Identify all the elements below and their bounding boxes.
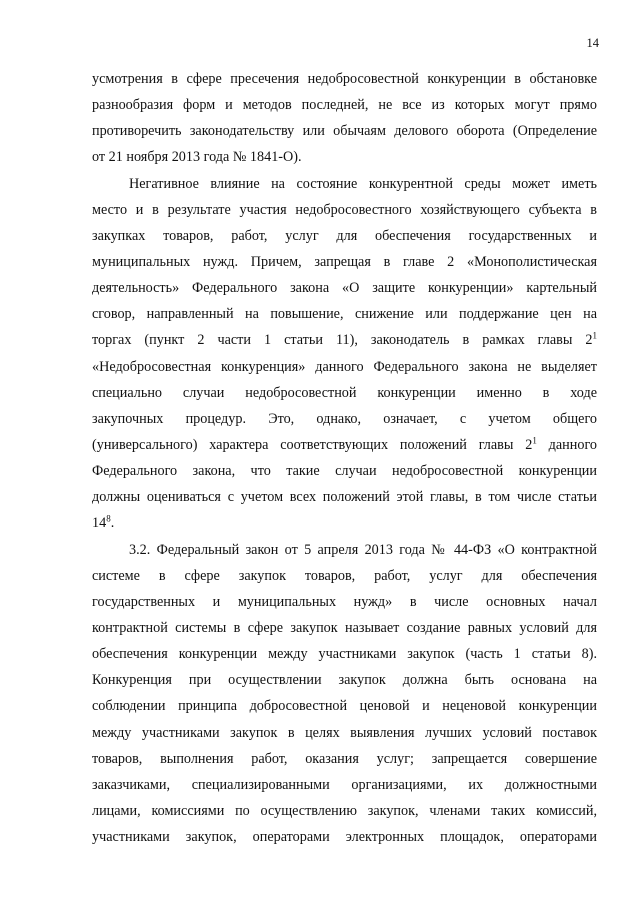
text-line: заказчиками, специализированными организациями, их должностными [92, 776, 597, 793]
text-line: Конкуренция при осуществлении закупок должна быть основана на [92, 672, 597, 689]
line-text: торгах (пункт 2 части 1 статьи 11), законодатель в рамках главы 2 [92, 332, 593, 349]
document-body [92, 66, 597, 850]
paragraph-1 [92, 66, 597, 171]
line-text-tail: данного [536, 436, 598, 453]
text-line [92, 432, 597, 458]
text-line: разнообразия форм и методов последней, не все из которых могут прямо [92, 97, 597, 114]
text-line: товаров, выполнения работ, оказания услуг; запрещается совершение [92, 750, 597, 767]
text-line: Федерального закона, что такие случаи недобросовестной конкуренции [92, 463, 597, 480]
text-line: государственных и муниципальных нужд» в числе основных начал [92, 593, 597, 610]
text-line: закупках товаров, работ, услуг для обеспечения государственных и [92, 227, 597, 244]
text-line: лицами, комиссиями по осуществлению закупок, членами таких комиссий, [92, 802, 597, 819]
paragraph-2 [92, 171, 597, 537]
text-line: специально случаи недобросовестной конкуренции именно в ходе [92, 384, 597, 401]
text-line: системе в сфере закупок товаров, работ, услуг для обеспечения [92, 567, 597, 584]
line-text: (универсального) характера соответствующих положений главы 2 [92, 436, 533, 453]
line-text: 14 [92, 515, 107, 532]
text-line: «Недобросовестная конкуренция» данного Федерального закона не выделяет [92, 358, 597, 375]
paragraph-3 [92, 537, 597, 851]
text-line [92, 327, 597, 353]
text-line: участниками закупок, операторами электронных площадок, операторами [92, 829, 597, 846]
text-line: муниципальных нужд. Причем, запрещая в главе 2 «Монополистическая [92, 253, 597, 270]
text-line [92, 510, 597, 536]
text-line: противоречить законодательству или обычаям делового оборота (Определение [92, 123, 597, 140]
text-line: обеспечения конкуренции между участниками закупок (часть 1 статьи 8). [92, 646, 597, 663]
text-line: между участниками закупок в целях выявления лучших условий поставок [92, 724, 597, 741]
text-line: контрактной системы в сфере закупок называет создание равных условий для [92, 619, 597, 636]
text-line: 3.2. Федеральный закон от 5 апреля 2013 года № 44-ФЗ «О контрактной [129, 541, 597, 558]
text-line: соблюдении принципа добросовестной ценовой и неценовой конкуренции [92, 698, 597, 715]
footnote-reference: 8 [106, 513, 111, 524]
page-number: 14 [586, 36, 599, 50]
chapter-superscript: 1 [532, 435, 537, 446]
text-line: сговор, направленный на повышение, снижение или поддержание цен на [92, 306, 597, 323]
text-line: закупочных процедур. Это, однако, означает, с учетом общего [92, 410, 597, 427]
text-line: от 21 ноября 2013 года № 1841-О). [92, 149, 302, 166]
chapter-superscript: 1 [592, 330, 597, 341]
text-line: должны оцениваться с учетом всех положений этой главы, в том числе статьи [92, 489, 597, 506]
text-line: усмотрения в сфере пресечения недобросовестной конкуренции в обстановке [92, 71, 597, 87]
text-line: деятельность» Федерального закона «О защите конкуренции» картельный [92, 280, 597, 297]
line-end-punctuation: . [110, 515, 115, 532]
text-line: место и в результате участия недобросовестного хозяйствующего субъекта в [92, 201, 597, 218]
text-line: Негативное влияние на состояние конкурентной среды может иметь [129, 175, 597, 192]
